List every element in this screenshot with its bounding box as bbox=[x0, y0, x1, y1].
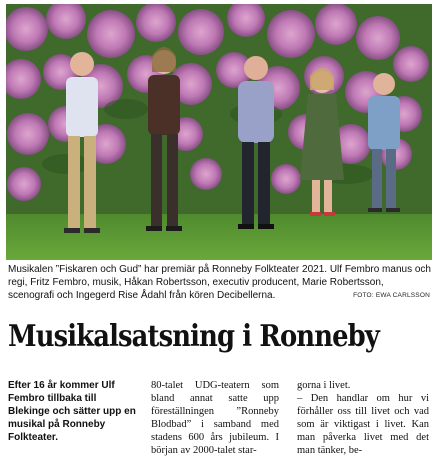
group-photo-image bbox=[6, 4, 432, 260]
lead-paragraph bbox=[8, 379, 136, 444]
article-headline: Musikalsatsning i Ronneby bbox=[8, 319, 379, 354]
body-text-3b: – Den handlar om hur vi förhåller oss till livet och vad som är viktigast i livet. Kan man påverka livet med det man tänker, be- bbox=[297, 393, 429, 456]
lead-text: Efter 16 år kommer Ulf Fembro tillbaka till Blekinge och sätter upp en musikal på Ronneby Folkteater. bbox=[8, 380, 136, 443]
caption-text: Musikalen ”Fiskaren och Gud” har premiär på Ronneby Folkteater 2021. Ulf Fembro manus och regi, Fritz Fembro, musik, Håkan Robertsson, executiv producent, Marie Robertsson, scenografi och Ingegerd Rise Ådahl från kören Decibellerna. bbox=[8, 264, 431, 301]
body-column-2 bbox=[151, 379, 279, 457]
body-text-2: 80-talet UDG-teatern som bland annat satte upp föreställningen ”Ronneby Blodbad” i samband med stadens 600 års jubileum. I början av 2000-talet star- bbox=[151, 380, 279, 456]
photo bbox=[6, 4, 432, 260]
body-column-3 bbox=[297, 379, 429, 457]
photo-credit: FOTO: EWA CARLSSON bbox=[353, 292, 430, 299]
body-text-3a: gorna i livet. bbox=[297, 380, 351, 391]
